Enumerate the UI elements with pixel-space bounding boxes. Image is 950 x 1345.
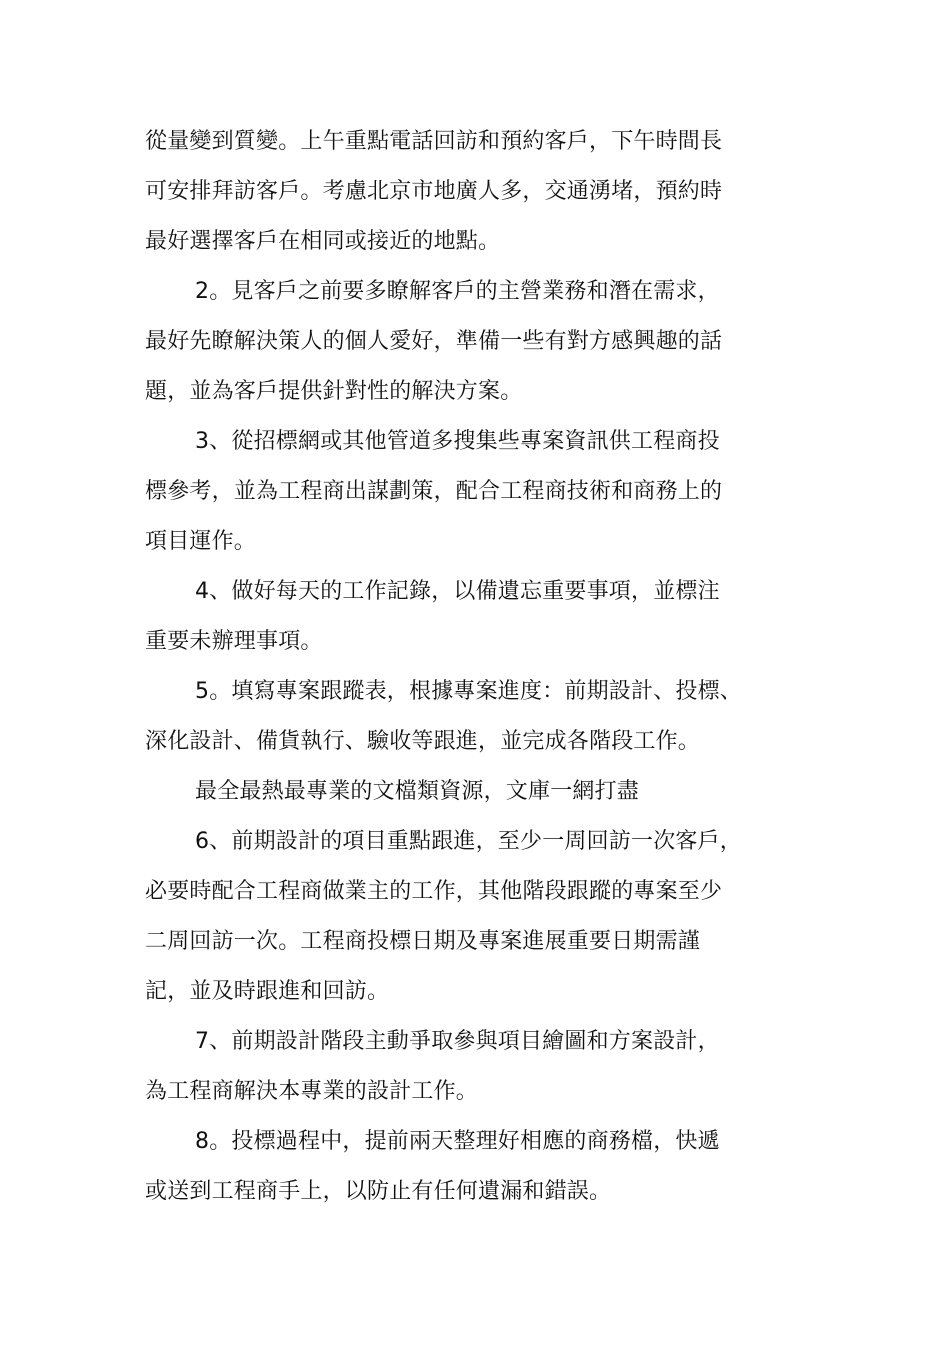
text-line: 重要未辦理事項。 — [145, 629, 323, 654]
paragraph-item-4 — [145, 567, 755, 667]
paragraph-item-8 — [145, 1117, 755, 1217]
text-line: 二周回訪一次。工程商投標日期及專案進展重要日期需謹 — [145, 929, 701, 954]
paragraph-item-5 — [145, 667, 755, 767]
text-line: 標參考，並為工程商出謀劃策，配合工程商技術和商務上的 — [145, 479, 723, 504]
text-line: 5。填寫專案跟蹤表，根據專案進度：前期設計、投標、 — [195, 679, 742, 704]
text-line: 記，並及時跟進和回訪。 — [145, 979, 390, 1004]
paragraph-item-2 — [145, 267, 755, 417]
text-line: 從量變到質變。上午重點電話回訪和預約客戶，下午時間長 — [145, 129, 723, 154]
text-line: 項目運作。 — [145, 529, 257, 554]
text-line: 最好選擇客戶在相同或接近的地點。 — [145, 229, 501, 254]
document-body — [145, 117, 755, 1217]
text-line: 必要時配合工程商做業主的工作，其他階段跟蹤的專案至少 — [145, 879, 723, 904]
promo-line — [145, 767, 755, 817]
paragraph-item-7 — [145, 1017, 755, 1117]
text-line: 8。投標過程中，提前兩天整理好相應的商務檔，快遞 — [195, 1129, 720, 1154]
text-line: 或送到工程商手上，以防止有任何遺漏和錯誤。 — [145, 1179, 612, 1204]
text-line: 題，並為客戶提供針對性的解決方案。 — [145, 379, 523, 404]
text-line: 可安排拜訪客戶。考慮北京市地廣人多，交通湧堵，預約時 — [145, 179, 723, 204]
text-line: 2。見客戶之前要多瞭解客戶的主營業務和潛在需求， — [195, 279, 720, 304]
paragraph-item-6 — [145, 817, 755, 1017]
text-line: 為工程商解決本專業的設計工作。 — [145, 1079, 479, 1104]
text-line: 深化設計、備貨執行、驗收等跟進，並完成各階段工作。 — [145, 729, 701, 754]
text-line: 7、前期設計階段主動爭取參與項目繪圖和方案設計， — [195, 1029, 720, 1054]
text-line: 6、前期設計的項目重點跟進，至少一周回訪一次客戶， — [195, 829, 742, 854]
text-line: 4、做好每天的工作記錄，以備遺忘重要事項，並標注 — [195, 579, 720, 604]
text-line: 最全最熱最專業的文檔類資源，文庫一網打盡 — [195, 779, 640, 804]
paragraph-continuation — [145, 117, 755, 267]
text-line: 最好先瞭解決策人的個人愛好，準備一些有對方感興趣的話 — [145, 329, 723, 354]
paragraph-item-3 — [145, 417, 755, 567]
text-line: 3、從招標網或其他管道多搜集些專案資訊供工程商投 — [195, 429, 720, 454]
